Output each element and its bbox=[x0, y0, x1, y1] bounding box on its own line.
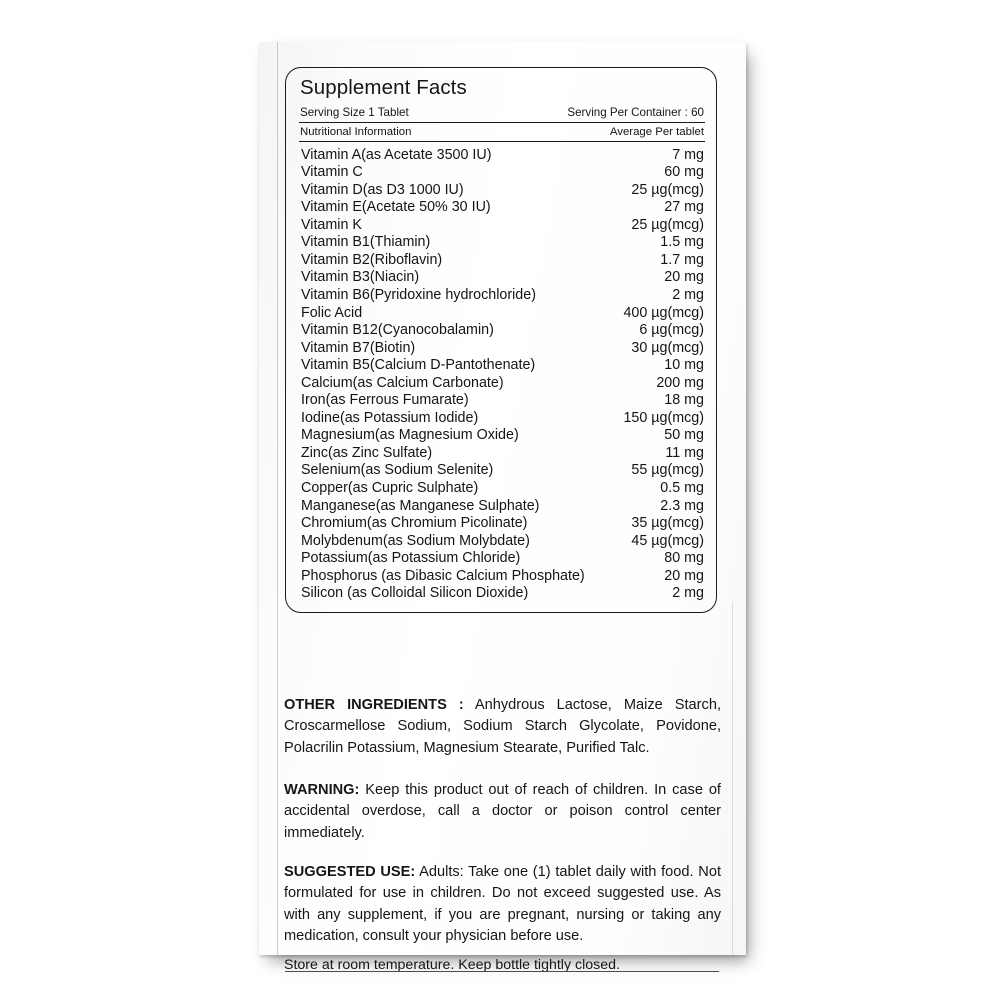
nutrient-amount: 80 mg bbox=[664, 550, 704, 567]
nutrient-amount: 35 µg(mcg) bbox=[631, 515, 704, 532]
storage-text: Store at room temperature. Keep bottle tightly closed. bbox=[284, 957, 620, 974]
nutrient-amount: 11 mg bbox=[665, 444, 704, 461]
nutrient-name: Vitamin B2(Riboflavin) bbox=[301, 251, 443, 268]
nutrient-name: Iron(as Ferrous Fumarate) bbox=[301, 392, 469, 409]
supplement-facts-panel bbox=[285, 67, 717, 613]
nutrient-amount: 2.3 mg bbox=[660, 497, 704, 514]
nutrient-row bbox=[298, 252, 706, 270]
carton-fold-left bbox=[277, 42, 278, 955]
serving-row bbox=[298, 105, 706, 122]
nutrient-amount: 10 mg bbox=[664, 357, 704, 374]
suggested-use-body: Adults: Take one (1) tablet daily with food. Not formulated for use in children. Do not exceed suggested use. As with any supplement, if you are pregnant, nursing or taking any medication, consult your physician before use. bbox=[284, 863, 721, 945]
nutrient-row bbox=[298, 217, 706, 235]
nutrient-name: Vitamin B12(Cyanocobalamin) bbox=[301, 322, 494, 339]
column-header-average-per-tablet: Average Per tablet bbox=[609, 125, 704, 138]
nutrient-row bbox=[298, 340, 706, 358]
nutrient-row bbox=[298, 392, 706, 410]
nutrient-amount: 200 mg bbox=[656, 374, 704, 391]
nutrient-name: Calcium(as Calcium Carbonate) bbox=[301, 374, 504, 391]
supplement-facts-title: Supplement Facts bbox=[300, 76, 467, 99]
nutrient-name: Copper(as Cupric Sulphate) bbox=[301, 479, 479, 496]
warning-heading: WARNING: bbox=[284, 781, 360, 798]
nutrient-table bbox=[298, 142, 706, 603]
carton-fold-right bbox=[732, 602, 733, 955]
nutrient-row bbox=[298, 147, 706, 165]
nutrient-amount: 60 mg bbox=[664, 164, 704, 181]
nutrient-name: Vitamin C bbox=[301, 164, 363, 181]
nutrient-row bbox=[298, 357, 706, 375]
nutrient-name: Zinc(as Zinc Sulfate) bbox=[301, 444, 433, 461]
nutrient-row bbox=[298, 269, 706, 287]
other-ingredients-paragraph bbox=[284, 695, 721, 760]
column-header-nutritional-information: Nutritional Information bbox=[300, 125, 412, 138]
other-ingredients-heading: OTHER INGREDIENTS : bbox=[284, 696, 464, 713]
nutrient-row bbox=[298, 445, 706, 463]
nutrient-name: Vitamin D(as D3 1000 IU) bbox=[301, 181, 464, 198]
nutrient-name: Vitamin E(Acetate 50% 30 IU) bbox=[301, 199, 491, 216]
supplement-carton bbox=[259, 42, 746, 974]
nutrient-row bbox=[298, 533, 706, 551]
warning-body: Keep this product out of reach of children. In case of accidental overdose, call a doctor or poison control center immediately. bbox=[284, 781, 721, 841]
nutrient-row bbox=[298, 410, 706, 428]
nutrient-name: Vitamin K bbox=[301, 216, 362, 233]
nutrient-name: Vitamin B6(Pyridoxine hydrochloride) bbox=[301, 286, 536, 303]
nutrient-amount: 6 µg(mcg) bbox=[639, 322, 704, 339]
nutrient-row bbox=[298, 498, 706, 516]
supplement-facts-content bbox=[298, 74, 706, 603]
nutrient-name: Molybdenum(as Sodium Molybdate) bbox=[301, 532, 530, 549]
nutrient-amount: 1.7 mg bbox=[660, 251, 704, 268]
nutrient-row bbox=[298, 322, 706, 340]
warning-paragraph bbox=[284, 780, 721, 845]
nutrient-amount: 25 µg(mcg) bbox=[631, 216, 704, 233]
nutrient-name: Iodine(as Potassium Iodide) bbox=[301, 409, 479, 426]
nutrient-amount: 150 µg(mcg) bbox=[623, 409, 704, 426]
nutrient-amount: 400 µg(mcg) bbox=[623, 304, 704, 321]
nutrient-amount: 30 µg(mcg) bbox=[631, 339, 704, 356]
nutrient-row bbox=[298, 305, 706, 323]
nutrient-amount: 18 mg bbox=[664, 392, 704, 409]
serving-per-container-text: Serving Per Container : 60 bbox=[567, 105, 704, 119]
nutrient-amount: 0.5 mg bbox=[660, 479, 704, 496]
nutrient-name: Vitamin B3(Niacin) bbox=[301, 269, 420, 286]
nutrient-amount: 20 mg bbox=[664, 567, 704, 584]
table-column-headers bbox=[298, 123, 706, 141]
nutrient-row bbox=[298, 462, 706, 480]
nutrient-row bbox=[298, 550, 706, 568]
nutrient-amount: 45 µg(mcg) bbox=[631, 532, 704, 549]
nutrient-name: Manganese(as Manganese Sulphate) bbox=[301, 497, 540, 514]
suggested-use-paragraph bbox=[284, 862, 721, 948]
storage-paragraph bbox=[284, 955, 721, 977]
suggested-use-heading: SUGGESTED USE: bbox=[284, 863, 416, 880]
nutrient-amount: 1.5 mg bbox=[660, 234, 704, 251]
nutrient-row bbox=[298, 480, 706, 498]
nutrient-name: Magnesium(as Magnesium Oxide) bbox=[301, 427, 519, 444]
other-ingredients-body: Anhydrous Lactose, Maize Starch, Croscarmellose Sodium, Sodium Starch Glycolate, Povidone, Polacrilin Potassium, Magnesium Stearate, Purified Talc. bbox=[284, 696, 722, 756]
nutrient-name: Silicon (as Colloidal Silicon Dioxide) bbox=[301, 585, 529, 602]
nutrient-amount: 25 µg(mcg) bbox=[631, 181, 704, 198]
nutrient-row bbox=[298, 515, 706, 533]
nutrient-row bbox=[298, 375, 706, 393]
nutrient-amount: 55 µg(mcg) bbox=[631, 462, 704, 479]
nutrient-row bbox=[298, 234, 706, 252]
nutrient-name: Vitamin B5(Calcium D-Pantothenate) bbox=[301, 357, 536, 374]
nutrient-row bbox=[298, 164, 706, 182]
nutrient-row bbox=[298, 568, 706, 586]
nutrient-row bbox=[298, 182, 706, 200]
nutrient-row bbox=[298, 427, 706, 445]
nutrient-amount: 7 mg bbox=[672, 146, 704, 163]
nutrient-name: Selenium(as Sodium Selenite) bbox=[301, 462, 494, 479]
bottom-divider bbox=[285, 971, 719, 972]
nutrient-amount: 20 mg bbox=[664, 269, 704, 286]
nutrient-name: Potassium(as Potassium Chloride) bbox=[301, 550, 521, 567]
nutrient-amount: 50 mg bbox=[664, 427, 704, 444]
nutrient-amount: 2 mg bbox=[672, 286, 704, 303]
nutrient-name: Folic Acid bbox=[301, 304, 363, 321]
nutrient-row bbox=[298, 199, 706, 217]
nutrient-name: Vitamin B7(Biotin) bbox=[301, 339, 416, 356]
nutrient-row bbox=[298, 287, 706, 305]
nutrient-amount: 27 mg bbox=[664, 199, 704, 216]
serving-size-text: Serving Size 1 Tablet bbox=[300, 105, 409, 119]
nutrient-name: Vitamin A(as Acetate 3500 IU) bbox=[301, 146, 492, 163]
nutrient-amount: 2 mg bbox=[672, 585, 704, 602]
nutrient-name: Phosphorus (as Dibasic Calcium Phosphate) bbox=[301, 567, 585, 584]
nutrient-name: Chromium(as Chromium Picolinate) bbox=[301, 515, 528, 532]
nutrient-name: Vitamin B1(Thiamin) bbox=[301, 234, 431, 251]
nutrient-row bbox=[298, 585, 706, 603]
